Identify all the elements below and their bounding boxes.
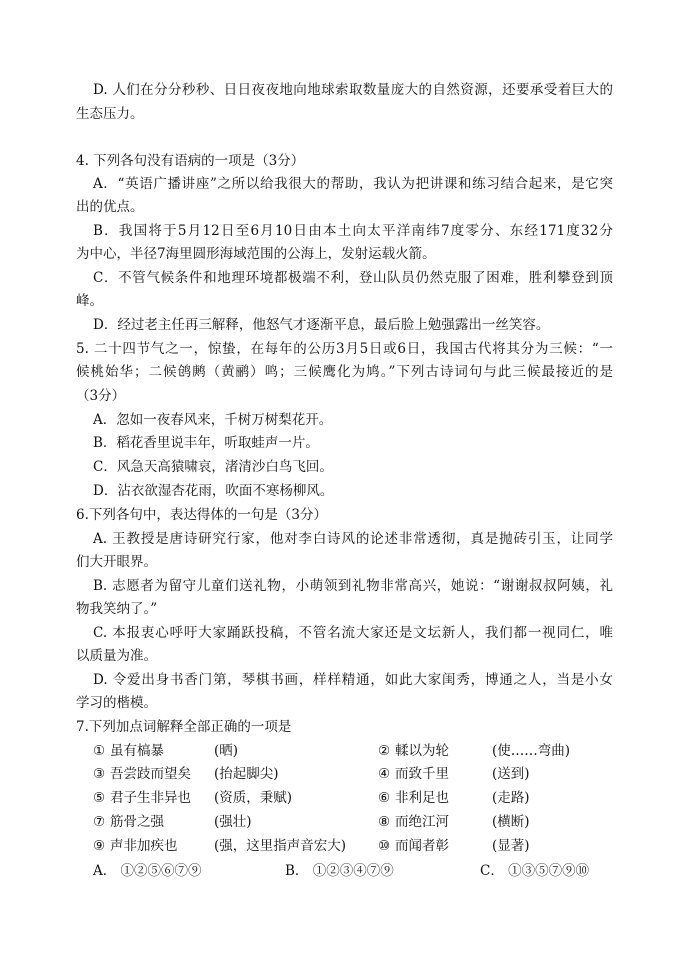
q7-answer-a: A． ①②⑤⑥⑦⑨ <box>93 863 202 879</box>
q5-stem-line2: 候桃始华；二候鸧鹒（黄鹂）鸣；三候鹰化为鸠。”下列古诗词句与此三候最接近的是 <box>76 364 613 380</box>
q7-item-phrase: 声非加疾也 <box>110 838 178 854</box>
q4-option-a-line1: A．“英语广播讲座”之所以给我很大的帮助，我认为把讲课和练习结合起来，是它突 <box>93 176 613 192</box>
q7-item-num: ② <box>378 743 391 759</box>
q6-option-a-line1: A. 王教授是唐诗研究行家，他对李白诗风的论述非常透彻，真是抛砖引玉，让同学 <box>93 531 613 547</box>
q7-item-gloss: (送到) <box>492 766 530 782</box>
q7-item-phrase: 君子生非异也 <box>110 790 191 806</box>
q7-item-gloss: (走路) <box>492 790 530 806</box>
q6-option-a-line2: 们大开眼界。 <box>76 554 157 570</box>
q7-item-gloss: (使……弯曲) <box>492 743 571 759</box>
q5-option-d: D．沾衣欲湿杏花雨，吹面不寒杨柳风。 <box>93 483 334 499</box>
q6-option-c-line1: C. 本报衷心呼吁大家踊跃投稿，不管名流大家还是文坛新人，我们都一视同仁，唯 <box>93 625 613 641</box>
q7-item-phrase: 而致千里 <box>395 766 449 782</box>
q6-option-b-line1: B. 志愿者为留守儿童们送礼物，小萌领到礼物非常高兴，她说：“谢谢叔叔阿姨，礼 <box>93 578 613 594</box>
q4-option-b-line2: 为中心，半径7海里圆形海域范围的公海上，发射运载火箭。 <box>76 246 436 262</box>
q7-item-phrase: 非利足也 <box>395 790 449 806</box>
q3-option-d-line1: D. 人们在分分秒秒、日日夜夜地向地球索取数量庞大的自然资源，还要承受着巨大的 <box>93 82 613 98</box>
q7-item-gloss: (强壮) <box>214 814 252 830</box>
q5-option-a: A．忽如一夜春风来，千树万树梨花开。 <box>93 412 333 428</box>
q7-item-num: ⑥ <box>378 790 391 806</box>
q7-item-num: ⑨ <box>93 838 106 854</box>
q7-item-phrase: 而绝江河 <box>395 814 449 830</box>
q4-option-c-line2: 峰。 <box>76 293 103 309</box>
q7-item-num: ⑩ <box>378 838 391 854</box>
q4-option-b-line1: B．我国将于5月12日至6月10日由本土向太平洋南纬7度零分、东经171度32分 <box>93 223 613 239</box>
q4-stem: 4. 下列各句没有语病的一项是（3分） <box>76 153 305 169</box>
q4-option-a-line2: 出的优点。 <box>76 199 144 215</box>
q6-option-d-line1: D. 令爱出身书香门第，琴棋书画，样样精通，如此大家闺秀，博通之人，当是小女 <box>93 672 613 688</box>
q7-item-gloss: (显著) <box>492 838 530 854</box>
q5-stem-line1: 5. 二十四节气之一，惊蛰，在每年的公历3月5日或6日，我国古代将其分为三候：“一 <box>76 341 613 357</box>
q7-item-num: ⑦ <box>93 814 106 830</box>
q7-stem: 7.下列加点词解释全部正确的一项是 <box>76 719 292 735</box>
q7-item-num: ① <box>93 743 106 759</box>
q7-item-phrase: 虽有槁暴 <box>110 743 164 759</box>
q7-item-phrase: 吾尝跂而望矣 <box>110 766 191 782</box>
q7-item-num: ③ <box>93 766 106 782</box>
q6-option-b-line2: 物我笑纳了。” <box>76 601 158 617</box>
q7-answer-b: B． ①②③④⑦⑨ <box>285 863 394 879</box>
q3-option-d-line2: 生态压力。 <box>76 106 144 122</box>
q7-item-num: ⑤ <box>93 790 106 806</box>
q7-item-num: ⑧ <box>378 814 391 830</box>
q6-option-c-line2: 以质量为准。 <box>76 648 157 664</box>
q5-stem-line3: （3分） <box>76 388 126 404</box>
q7-item-phrase: 筋骨之强 <box>110 814 164 830</box>
q4-option-d: D．经过老主任再三解释，他怒气才逐渐平息，最后脸上勉强露出一丝笑容。 <box>93 317 550 333</box>
q6-option-d-line2: 学习的楷模。 <box>76 695 157 711</box>
q5-option-b: B．稻花香里说丰年，听取蛙声一片。 <box>93 435 319 451</box>
q6-stem: 6.下列各句中，表达得体的一句是（3分） <box>76 507 327 523</box>
q7-item-gloss: (强，这里指声音宏大) <box>214 838 347 854</box>
q5-option-c: C．风急天高猿啸哀，渚清沙白鸟飞回。 <box>93 459 333 475</box>
q7-item-gloss: (抬起脚尖) <box>214 766 279 782</box>
q7-item-gloss: (资质，秉赋) <box>214 790 293 806</box>
q7-item-phrase: 輮以为轮 <box>395 743 449 759</box>
q7-item-phrase: 而闻者彰 <box>395 838 449 854</box>
q7-item-num: ④ <box>378 766 391 782</box>
q7-item-gloss: (横断) <box>492 814 530 830</box>
q7-answer-c: C． ①③⑤⑦⑨⑩ <box>480 863 590 879</box>
q4-option-c-line1: C．不管气候条件和地理环境都极端不利，登山队员仍然克服了困难，胜利攀登到顶 <box>93 270 613 286</box>
q7-item-gloss: (晒) <box>214 743 239 759</box>
